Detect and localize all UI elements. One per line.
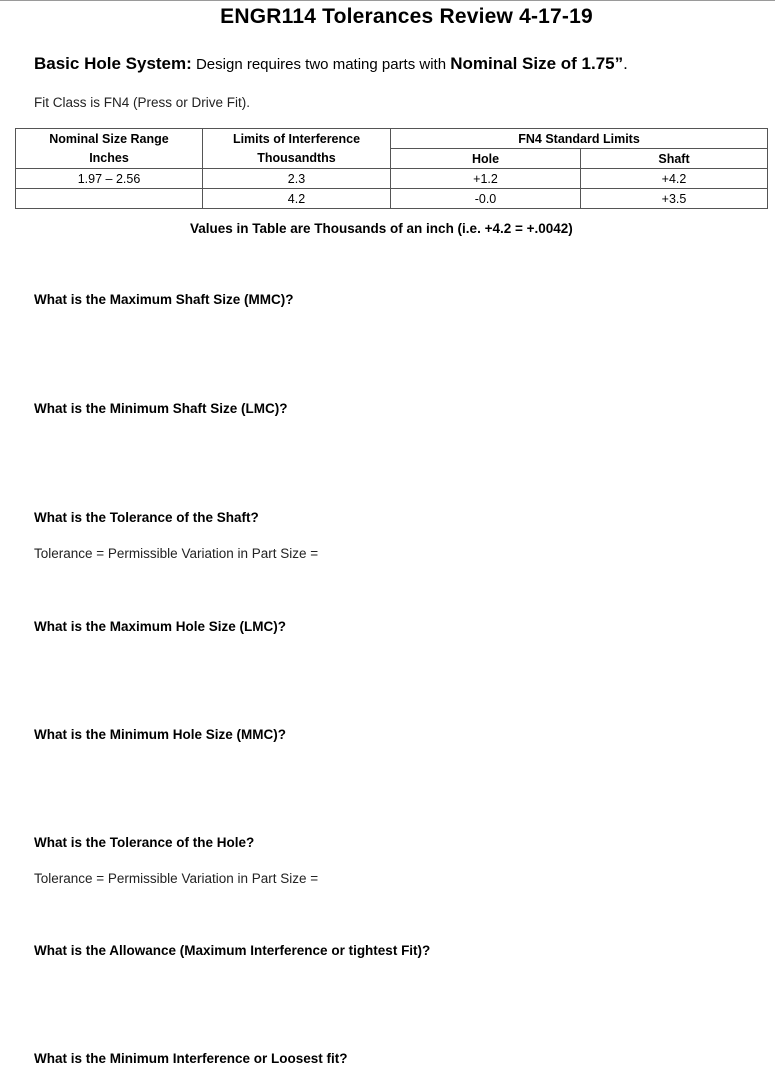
- header-fn4-standard-limits: FN4 Standard Limits: [391, 129, 768, 149]
- question-hole-tolerance: What is the Tolerance of the Hole?: [34, 835, 255, 850]
- header-inches: Inches: [16, 149, 203, 169]
- question-allowance: What is the Allowance (Maximum Interference or tightest Fit)?: [34, 943, 431, 958]
- cell-range: 1.97 – 2.56: [16, 169, 203, 189]
- question-shaft-tolerance: What is the Tolerance of the Shaft?: [34, 510, 259, 525]
- question-min-shaft-size: What is the Minimum Shaft Size (LMC)?: [34, 401, 288, 416]
- header-limits-of-interference: Limits of Interference: [203, 129, 391, 149]
- table-header-row-2: [16, 149, 768, 169]
- cell-hole: +1.2: [391, 169, 581, 189]
- cell-shaft: +3.5: [581, 189, 768, 209]
- intro-paragraph: [34, 54, 628, 74]
- cell-interference: 4.2: [203, 189, 391, 209]
- intro-end: .: [623, 54, 628, 73]
- cell-shaft: +4.2: [581, 169, 768, 189]
- header-nominal-size-range: Nominal Size Range: [16, 129, 203, 149]
- cell-hole: -0.0: [391, 189, 581, 209]
- table-note: Values in Table are Thousands of an inch (i.e. +4.2 = +.0042): [190, 221, 573, 236]
- shaft-tolerance-line: Tolerance = Permissible Variation in Part Size =: [34, 546, 319, 561]
- page-title: ENGR114 Tolerances Review 4-17-19: [220, 5, 593, 28]
- fit-class-text: Fit Class is FN4 (Press or Drive Fit).: [34, 95, 251, 110]
- table-header-row-1: [16, 129, 768, 149]
- question-min-hole-size: What is the Minimum Hole Size (MMC)?: [34, 727, 286, 742]
- cell-range: [16, 189, 203, 209]
- question-max-shaft-size: What is the Maximum Shaft Size (MMC)?: [34, 292, 294, 307]
- question-min-interference: What is the Minimum Interference or Loosest fit?: [34, 1051, 348, 1066]
- intro-label: Basic Hole System:: [34, 54, 192, 73]
- header-hole: Hole: [391, 149, 581, 169]
- table-row: [16, 189, 768, 209]
- table-row: [16, 169, 768, 189]
- top-border-line: [0, 0, 775, 1]
- header-thousandths: Thousandths: [203, 149, 391, 169]
- intro-text: Design requires two mating parts with: [191, 56, 451, 73]
- header-shaft: Shaft: [581, 149, 768, 169]
- intro-nominal-size: Nominal Size of 1.75”: [450, 54, 624, 73]
- tolerance-table: [15, 128, 768, 209]
- question-max-hole-size: What is the Maximum Hole Size (LMC)?: [34, 619, 287, 634]
- cell-interference: 2.3: [203, 169, 391, 189]
- hole-tolerance-line: Tolerance = Permissible Variation in Part Size =: [34, 871, 319, 886]
